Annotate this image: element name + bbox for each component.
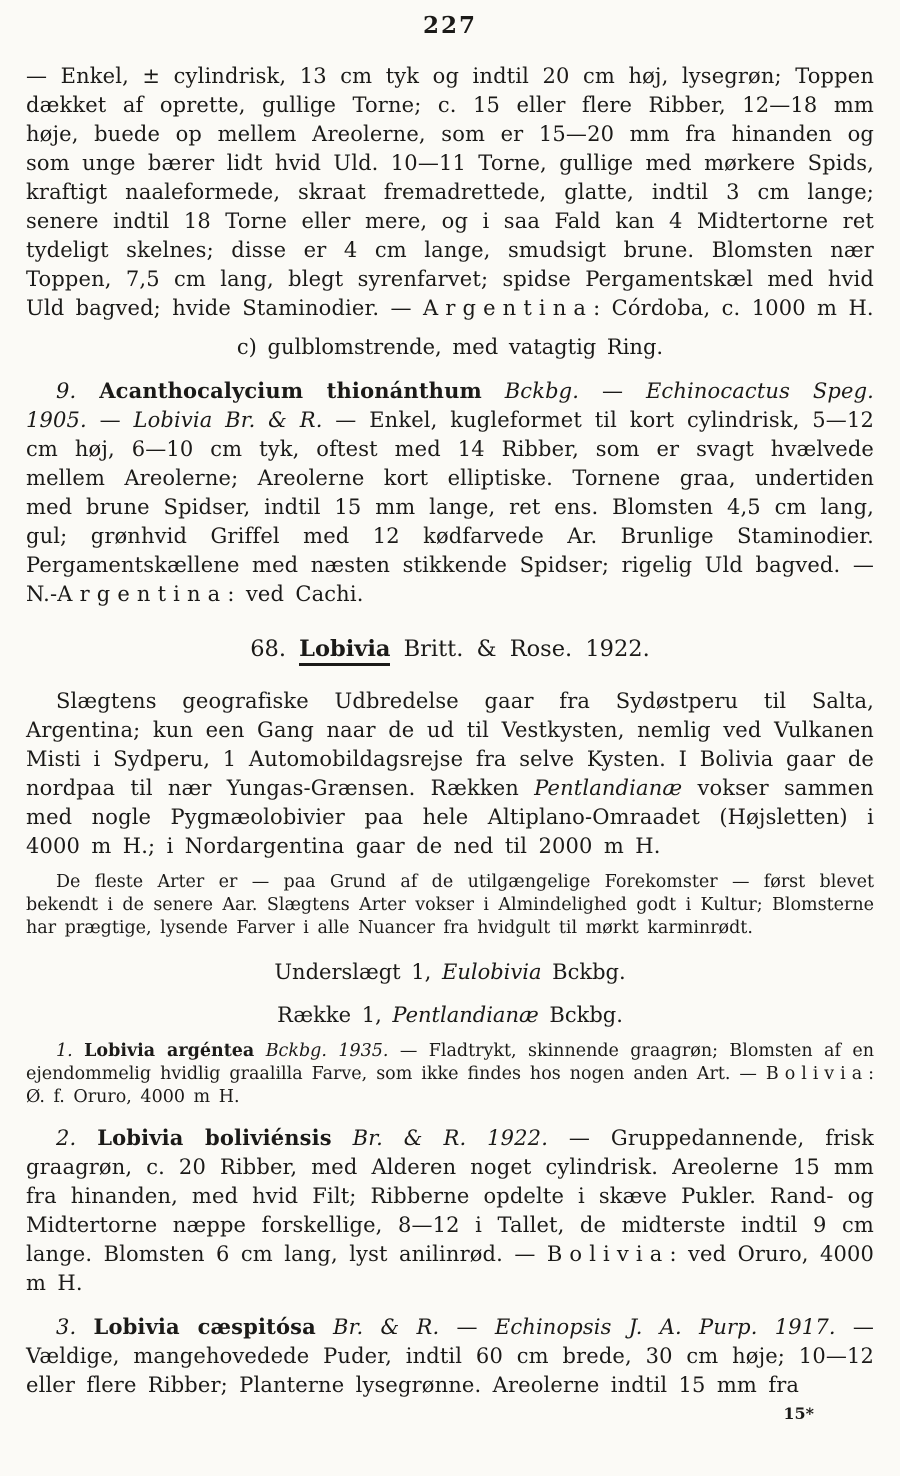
genus-heading-lobivia bbox=[26, 634, 874, 664]
text-segment bbox=[316, 1315, 333, 1339]
paragraph-lobivia-distribution bbox=[26, 687, 874, 861]
text-segment: Br. & R. 1922. bbox=[352, 1126, 549, 1150]
text-segment bbox=[482, 379, 505, 403]
text-segment: Slægtens geografiske Udbredelse gaar fra Sydøstperu til Salta, Argentina; kun een Gang naar de ud til Vestkysten, nemlig ved Vulkanen Misti i Sydperu, 1 Automobildagsrejse fra selve Kysten. I Bolivia gaar de nordpaa til nær Yungas-Grænsen. Rækken bbox=[26, 689, 874, 800]
text-segment: Br. & R. bbox=[333, 1315, 440, 1339]
text-segment: Bolivia bbox=[765, 1064, 869, 1084]
text-segment: 68. bbox=[250, 636, 300, 662]
text-segment: : Ø. f. Oruro, 4000 m H. bbox=[26, 1064, 874, 1107]
text-segment: De fleste Arter er — paa Grund af de utilgængelige Forekomster — først blevet bekendt i de senere Aar. Slægtens Arter vokser i Almindelighed godt i Kultur; Blomsterne har prægtige, lysende Farver i alle Nuancer fra hvidgult til mørkt karminrødt. bbox=[26, 872, 874, 938]
text-segment: Argentina bbox=[423, 296, 594, 320]
text-segment: Bckbg. bbox=[504, 379, 580, 403]
text-segment: Lobivia Br. & R. bbox=[133, 408, 323, 432]
text-segment: — Gruppedannende, frisk graagrøn, c. 20 Ribber, med Alderen noget cylindrisk. Areolerne 15 mm fra hinanden, med hvid Filt; Ribberne opdelte i skæve Pukler. Rand- og Midtertorne næppe forskellige, 8—12 i Tallet, de midterste indtil 9 cm lange. Blomsten 6 cm lang, lyst anilinrød. — bbox=[26, 1126, 874, 1266]
text-segment: — bbox=[579, 379, 646, 403]
text-segment: — Enkel, kugleformet til kort cylindrisk, 5—12 cm høj, 6—10 cm tyk, oftest med 14 Ribber, som er svagt hvælvede mellem Areolerne; Areolerne kort elliptiske. Tornene graa, undertiden med brune Spidser, indtil 15 mm lange, ret ens. Blomsten 4,5 cm lang, gul; grønhvid Griffel med 12 kødfarvede Ar. Brunlige Staminodier. Pergamentskællene med næsten stikkende Spidser; rigelig Uld bagved. — N.- bbox=[26, 408, 874, 606]
paragraph-species-3-lobivia-caespitosa bbox=[26, 1312, 874, 1400]
text-segment: Bckbg. bbox=[541, 960, 626, 984]
text-segment: Acanthocalycium thionánthum bbox=[99, 378, 482, 403]
text-segment: Bolivia bbox=[546, 1242, 670, 1266]
text-segment: Pentlandianæ bbox=[392, 1003, 539, 1027]
text-segment: — Vældige, mangehovedede Puder, indtil 60 cm brede, 30 cm høje; 10—12 eller flere Ribber; Planterne lysegrønne. Areolerne indtil 15 mm fra bbox=[26, 1315, 874, 1397]
subgenus-heading-eulobivia bbox=[26, 958, 874, 987]
text-segment: Britt. & Rose. 1922. bbox=[390, 636, 650, 662]
text-segment: Bckbg. 1935. bbox=[265, 1041, 389, 1061]
page-number: 227 bbox=[422, 12, 477, 39]
text-segment: : ved Cachi. bbox=[227, 582, 364, 606]
text-segment: Lobivia bbox=[299, 636, 390, 666]
text-segment: Bckbg. bbox=[538, 1003, 623, 1027]
paragraph-lobivia-culture-note bbox=[26, 871, 874, 940]
text-segment: Argentina bbox=[57, 582, 228, 606]
text-segment: Lobivia cæspitósa bbox=[93, 1314, 316, 1339]
printer-signature-mark: 15* bbox=[783, 1404, 814, 1423]
text-segment: Eulobivia bbox=[442, 960, 542, 984]
text-segment: 1. bbox=[56, 1041, 85, 1061]
text-segment: Række 1, bbox=[277, 1003, 393, 1027]
text-segment: : ved Oruro, 4000 m H. bbox=[26, 1242, 875, 1295]
text-segment: — bbox=[86, 408, 134, 432]
paragraph-species-9-acanthocalycium-thionanthum bbox=[26, 376, 874, 609]
text-segment bbox=[254, 1041, 265, 1061]
text-segment: c) gulblomstrende, med vatagtig Ring. bbox=[236, 335, 664, 359]
text-segment: Lobivia boliviénsis bbox=[97, 1125, 332, 1150]
paragraph-species-description-continuation bbox=[26, 62, 874, 323]
text-segment bbox=[332, 1126, 353, 1150]
text-segment: — Enkel, ± cylindrisk, 13 cm tyk og indtil 20 cm høj, lysegrøn; Toppen dækket af oprette, gullige Torne; c. 15 eller flere Ribber, 12—18 mm høje, buede op mellem Areolerne, som er 15—20 mm fra hinanden og som unge bærer lidt hvid Uld. 10—11 Torne, gullige med mørkere Spids, kraftigt naaleformede, skraat fremadrettede, glatte, indtil 3 cm lange; senere indtil 18 Torne eller mere, og i saa Fald kan 4 Midtertorne ret tydeligt skelnes; disse er 4 cm lange, smudsigt brune. Blomsten nær Toppen, 7,5 cm lang, blegt syrenfarvet; spidse Pergamentskæl med hvid Uld bagved; hvide Staminodier. — bbox=[26, 64, 874, 320]
text-segment: Pentlandianæ bbox=[534, 776, 683, 800]
text-segment: : Córdoba, c. 1000 m H. bbox=[593, 296, 874, 320]
text-segment: 3. bbox=[56, 1315, 94, 1339]
series-heading-pentlandianae bbox=[26, 1001, 874, 1030]
text-segment: Underslægt 1, bbox=[274, 960, 442, 984]
variety-c-heading bbox=[26, 333, 874, 362]
text-segment: 2. bbox=[56, 1126, 98, 1150]
text-block bbox=[26, 62, 874, 1424]
paragraph-species-2-lobivia-boliviensis bbox=[26, 1123, 874, 1298]
text-segment: Echinopsis J. A. Purp. 1917. bbox=[494, 1315, 836, 1339]
text-segment: — Fladtrykt, skinnende graagrøn; Blomsten af en ejendommelig hvidlig graalilla Farve, som ikke findes hos nogen anden Art. — bbox=[26, 1041, 874, 1084]
text-segment: — bbox=[439, 1315, 495, 1339]
text-segment: vokser sammen med nogle Pygmæolobivier paa hele Altiplano-Omraadet (Højsletten) i 4000 m H.; i Nordargentina gaar de ned til 2000 m H. bbox=[26, 776, 874, 858]
text-segment: Echinocactus Speg. 1905. bbox=[26, 379, 874, 432]
paragraph-species-1-lobivia-argentea bbox=[26, 1040, 874, 1109]
text-segment: 9. bbox=[56, 379, 100, 403]
text-segment: Lobivia argéntea bbox=[84, 1041, 255, 1061]
